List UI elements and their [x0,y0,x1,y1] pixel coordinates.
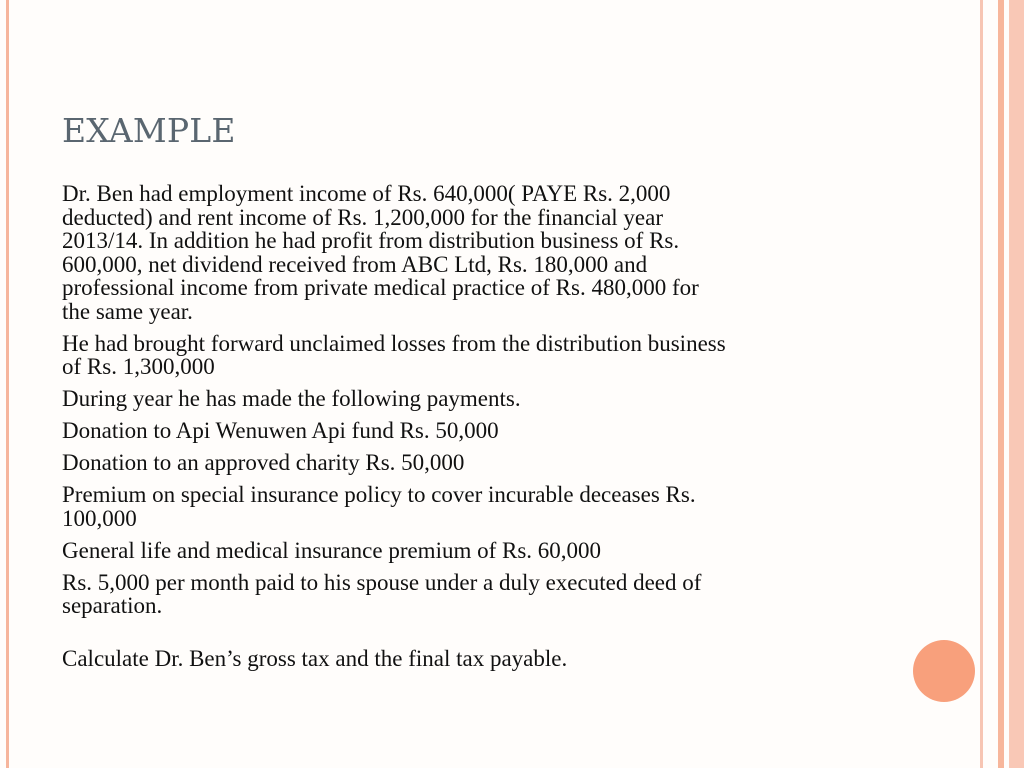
left-border-accent [6,0,9,768]
decorative-orange-circle [913,640,975,702]
paragraph-losses [62,332,902,379]
paragraph-line: General life and medical insurance premium of Rs. 60,000 [62,537,602,563]
paragraph-line: of Rs. 1,300,000 [62,354,215,379]
right-decorative-stripes [980,0,1024,768]
paragraph-line: deducted) and rent income of Rs. 1,200,000 for the financial year [62,204,663,230]
paragraph-line: Donation to an approved charity Rs. 50,000 [62,450,465,475]
paragraph-payments-intro [62,387,902,411]
paragraph-line: He had brought forward unclaimed losses from the distribution business [62,330,726,356]
paragraph-donation-charity [62,451,902,475]
paragraph-income [62,182,902,323]
slide-content [62,182,902,679]
paragraph-line: Dr. Ben had employment income of Rs. 640,000( PAYE Rs. 2,000 [62,181,671,206]
question-text: Calculate Dr. Ben’s gross tax and the final tax payable. [62,645,568,671]
paragraph-line: Donation to Api Wenuwen Api fund Rs. 50,000 [62,418,499,443]
paragraph-line: separation. [62,593,163,618]
paragraph-line: Premium on special insurance policy to cover incurable deceases Rs. [62,482,696,507]
paragraph-spouse-payment [62,571,902,618]
paragraph-line: professional income from private medical practice of Rs. 480,000 for [62,275,699,300]
paragraph-donation-api [62,419,902,443]
paragraph-line: During year he has made the following payments. [62,386,521,411]
paragraph-line: 100,000 [62,505,137,531]
paragraph-line: the same year. [62,298,193,324]
paragraph-life-insurance [62,539,902,563]
slide-title: EXAMPLE [62,111,236,150]
paragraph-line: 600,000, net dividend received from ABC Ltd, Rs. 180,000 and [62,251,648,277]
paragraph-special-insurance [62,483,902,530]
paragraph-line: 2013/14. In addition he had profit from distribution business of Rs. [62,228,680,253]
paragraph-line: Rs. 5,000 per month paid to his spouse under a duly executed deed of [62,569,702,595]
